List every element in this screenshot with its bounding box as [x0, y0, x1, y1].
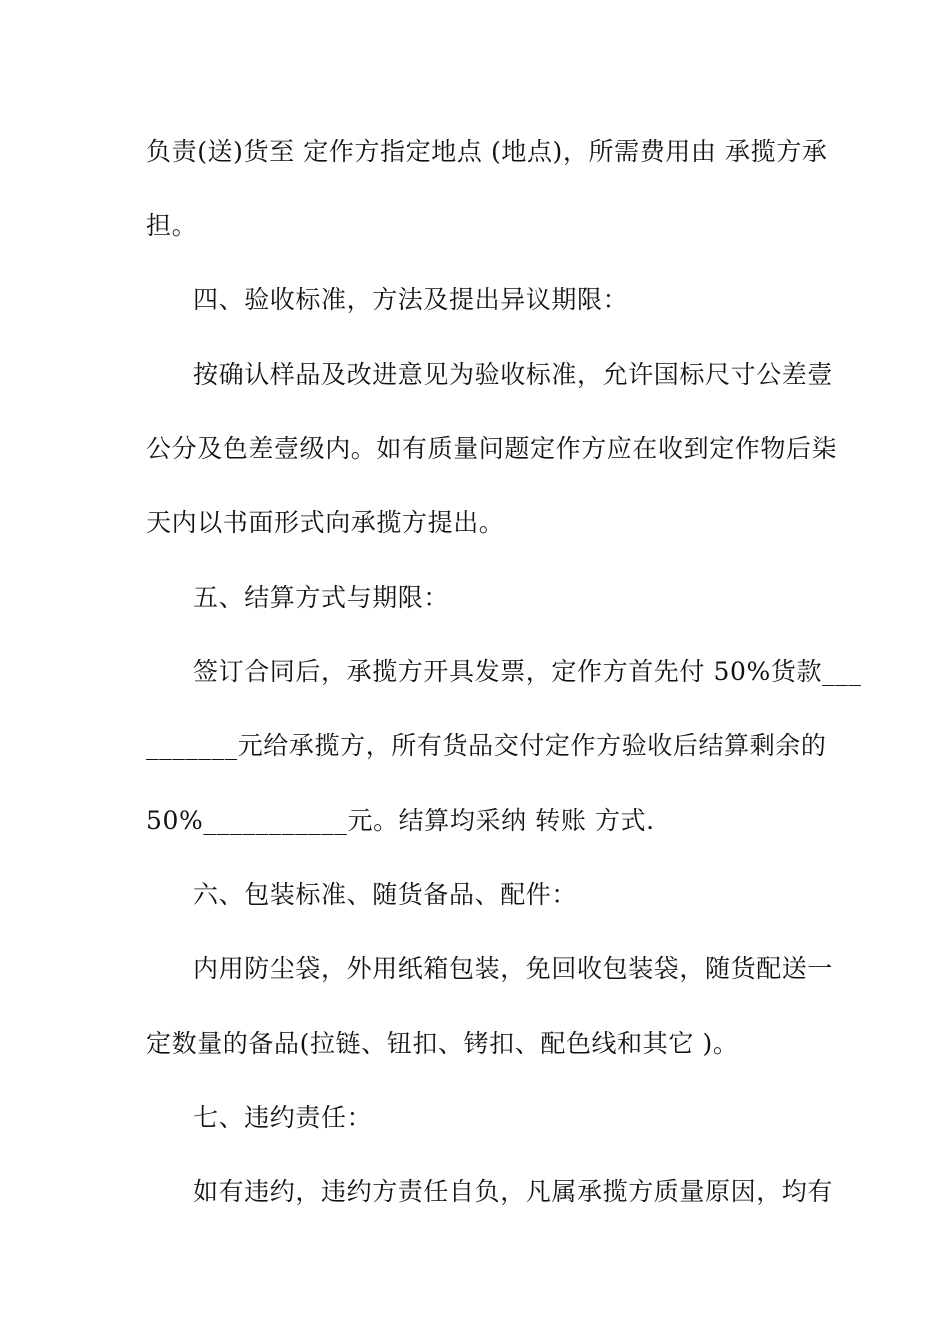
paragraph-line: 公分及色差壹级内。如有质量问题定作方应在收到定作物后柒 — [146, 434, 838, 463]
paragraph-line: 定数量的备品(拉链、钮扣、铐扣、配色线和其它 )。 — [146, 1029, 739, 1058]
paragraph-line: 担。 — [146, 211, 198, 240]
paragraph-line: 内用防尘袋，外用纸箱包装，免回收包装袋，随货配送一 — [193, 954, 834, 983]
paragraph-line: 如有违约，违约方责任自负，凡属承揽方质量原因，均有 — [193, 1177, 834, 1206]
section-heading-5: 五、结算方式与期限： — [193, 583, 450, 612]
section-heading-4: 四、验收标准，方法及提出异议期限： — [193, 285, 629, 314]
section-heading-7: 七、违约责任： — [193, 1103, 373, 1132]
paragraph-line: 天内以书面形式向承揽方提出。 — [146, 508, 505, 537]
section-heading-6: 六、包装标准、随货备品、配件： — [193, 880, 578, 909]
paragraph-line: 负责(送)货至 定作方指定地点 (地点)，所需费用由 承揽方承 — [146, 137, 828, 166]
paragraph-line: 50%___________元。结算均采纳 转账 方式. — [146, 806, 655, 835]
paragraph-line: 按确认样品及改进意见为验收标准，允许国标尺寸公差壹 — [193, 360, 834, 389]
paragraph-line: _______元给承揽方，所有货品交付定作方验收后结算剩余的 — [146, 731, 827, 760]
paragraph-line: 签订合同后，承揽方开具发票，定作方首先付 50%货款___ — [193, 657, 862, 686]
